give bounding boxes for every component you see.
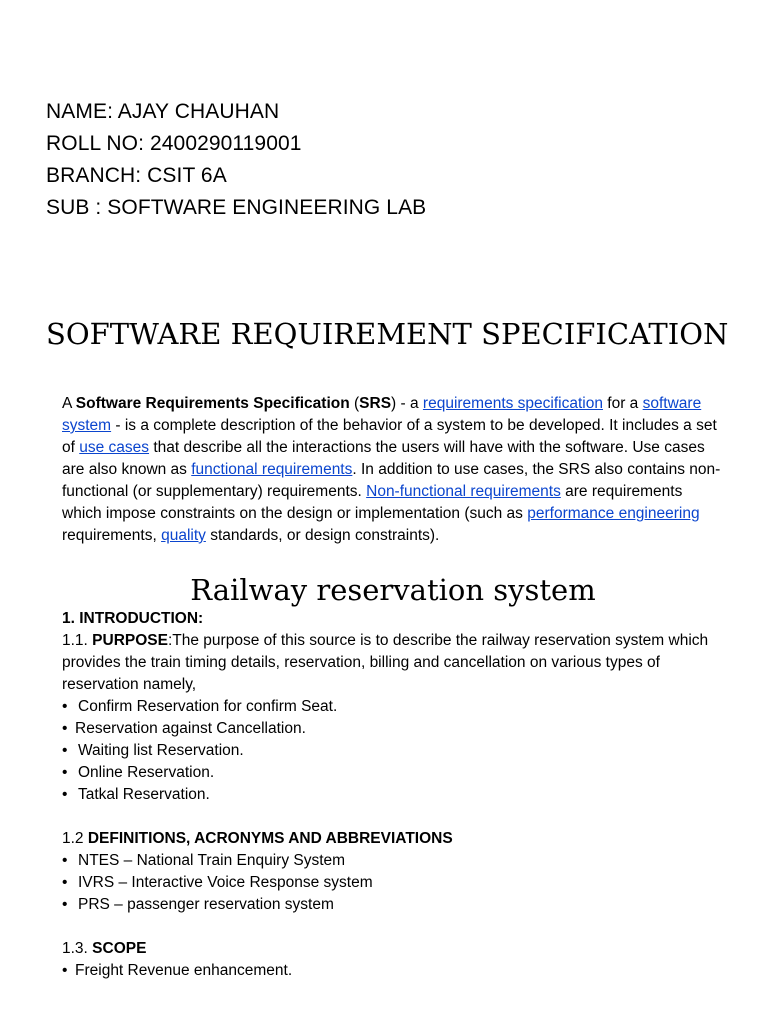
student-name: NAME: AJAY CHAUHAN: [46, 100, 280, 123]
intro-text: ) - a: [391, 395, 423, 412]
intro-text: are requirements which impose constraints on the design or implementation (such as: [62, 483, 683, 522]
definition: PRS – passenger reservation system: [78, 896, 334, 913]
roll-number: ROLL NO: 2400290119001: [46, 132, 302, 155]
definitions-heading: [62, 828, 724, 850]
intro-text: A: [62, 395, 76, 412]
branch: BRANCH: CSIT 6A: [46, 164, 227, 187]
bullet-icon: •: [62, 698, 68, 715]
scope-label: SCOPE: [92, 940, 147, 957]
srs-abbreviation: SRS: [359, 395, 392, 412]
link-requirements-specification[interactable]: requirements specification: [422, 395, 603, 412]
link-quality[interactable]: quality: [161, 527, 206, 544]
bullet-icon: •: [62, 874, 68, 891]
intro-text: requirements,: [62, 527, 162, 544]
list-item: [62, 960, 724, 982]
list-item: [62, 872, 724, 894]
student-info: [46, 96, 426, 224]
bullet-icon: •: [62, 962, 68, 979]
section-title: Railway reservation system: [190, 573, 596, 607]
bullet-icon: •: [62, 786, 68, 803]
intro-text: . In addition to use cases, the SRS also contains non-functional (or supplementary) requirements.: [62, 461, 721, 500]
definitions-label: DEFINITIONS, ACRONYMS AND ABBREVIATIONS: [87, 830, 453, 847]
list-item: [62, 740, 724, 762]
spacer: [62, 806, 724, 828]
link-performance-engineering[interactable]: performance engineering: [527, 505, 700, 522]
srs-term: Software Requirements Specification: [75, 395, 350, 412]
scope-number: 1.3.: [62, 940, 93, 957]
bullet-icon: •: [62, 896, 68, 913]
bullet-icon: •: [62, 742, 68, 759]
list-item: [62, 718, 724, 740]
purpose-paragraph: [62, 630, 724, 696]
definition: NTES – National Train Enquiry System: [78, 852, 346, 869]
link-non-functional-requirements[interactable]: Non-functional requirements: [366, 483, 561, 500]
list-item: [62, 784, 724, 806]
definition: IVRS – Interactive Voice Response system: [78, 874, 373, 891]
introduction-heading: 1. INTRODUCTION:: [62, 610, 204, 627]
bullet-icon: •: [62, 720, 68, 737]
scope-item: Freight Revenue enhancement.: [75, 962, 293, 979]
intro-text: - is a complete description of the behavior of a system to be developed. It includes a set of: [62, 417, 717, 456]
spacer: [62, 916, 724, 938]
definitions-number: 1.2: [62, 830, 88, 847]
reservation-type: Online Reservation.: [78, 764, 215, 781]
intro-text: for a: [602, 395, 643, 412]
link-functional-requirements[interactable]: functional requirements: [191, 461, 353, 478]
bullet-icon: •: [62, 764, 68, 781]
reservation-type: Reservation against Cancellation.: [75, 720, 306, 737]
list-item: [62, 894, 724, 916]
reservation-type: Waiting list Reservation.: [78, 742, 244, 759]
subject: SUB : SOFTWARE ENGINEERING LAB: [46, 196, 427, 219]
intro-text: (: [349, 395, 360, 412]
introduction-section: [62, 608, 724, 982]
document-title: SOFTWARE REQUIREMENT SPECIFICATION: [46, 317, 729, 351]
scope-heading: [62, 938, 724, 960]
bullet-icon: •: [62, 852, 68, 869]
list-item: [62, 762, 724, 784]
purpose-label: PURPOSE: [92, 632, 168, 649]
link-software-system[interactable]: software system: [62, 395, 702, 434]
list-item: [62, 696, 724, 718]
list-item: [62, 850, 724, 872]
intro-text: standards, or design constraints).: [205, 527, 440, 544]
reservation-type: Confirm Reservation for confirm Seat.: [78, 698, 338, 715]
link-use-cases[interactable]: use cases: [79, 439, 150, 456]
intro-text: that describe all the interactions the users will have with the software. Use cases are also known as: [62, 439, 705, 478]
purpose-number: 1.1.: [62, 632, 93, 649]
reservation-type: Tatkal Reservation.: [78, 786, 210, 803]
purpose-text: :The purpose of this source is to describe the railway reservation system which provides the train timing details, reservation, billing and cancellation on various types of reservation namely,: [62, 632, 709, 693]
srs-intro-paragraph: [62, 393, 722, 547]
